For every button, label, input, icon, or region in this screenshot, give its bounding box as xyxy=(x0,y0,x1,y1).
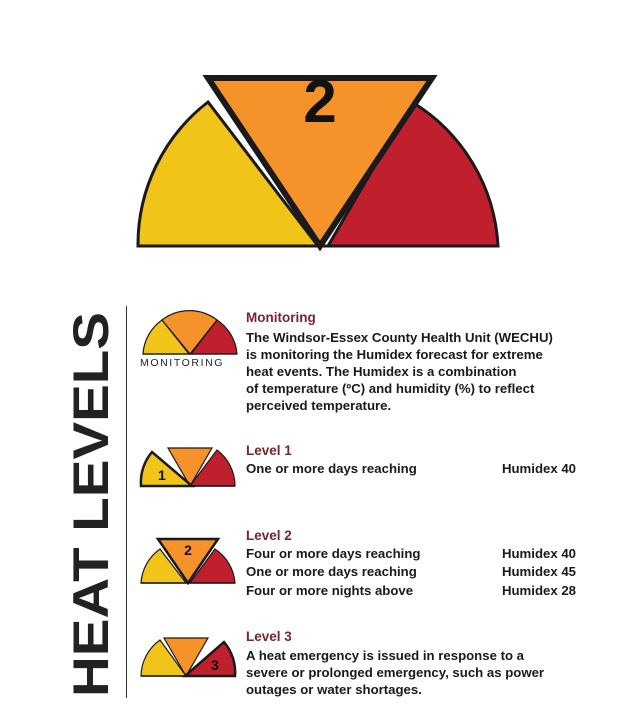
monitoring-gauge-icon xyxy=(140,312,240,356)
monitoring-description: The Windsor-Essex County Health Unit (WECHU) is monitoring the Humidex forecast for extreme heat events. The Humidex is a combination of temperature (ºC) and humidity (%) to reflect perceived temperature. xyxy=(246,330,553,413)
heat-levels-title xyxy=(63,312,119,697)
level3-gauge-icon xyxy=(138,630,238,680)
level3-title: Level 3 xyxy=(246,629,292,644)
heat-levels-title-text: HEAT LEVELS xyxy=(63,356,119,697)
level2-criteria-row: One or more days reaching Humidex 45 xyxy=(246,564,576,579)
level1-gauge-number: 1 xyxy=(158,467,166,483)
level2-gauge-icon xyxy=(138,535,238,587)
level1-gauge-icon xyxy=(138,440,238,490)
vertical-divider xyxy=(126,306,127,698)
level1-title: Level 1 xyxy=(246,443,292,458)
level2-title: Level 2 xyxy=(246,528,292,543)
hero-heat-gauge xyxy=(130,60,510,260)
level3-description: A heat emergency is issued in response to a severe or prolonged emergency, such as power outages or water shortages. xyxy=(246,648,545,697)
level2-criteria-row: Four or more days reaching Humidex 40 xyxy=(246,546,576,561)
level2-criteria-row: Four or more nights above Humidex 28 xyxy=(246,583,576,598)
level2-gauge-number: 2 xyxy=(184,542,192,558)
level3-gauge-number: 3 xyxy=(211,657,219,673)
monitoring-gauge-label: MONITORING xyxy=(140,357,225,369)
monitoring-title: Monitoring xyxy=(246,310,316,325)
hero-level-number: 2 xyxy=(303,68,337,135)
level1-criteria-row: One or more days reaching Humidex 40 xyxy=(246,461,576,476)
